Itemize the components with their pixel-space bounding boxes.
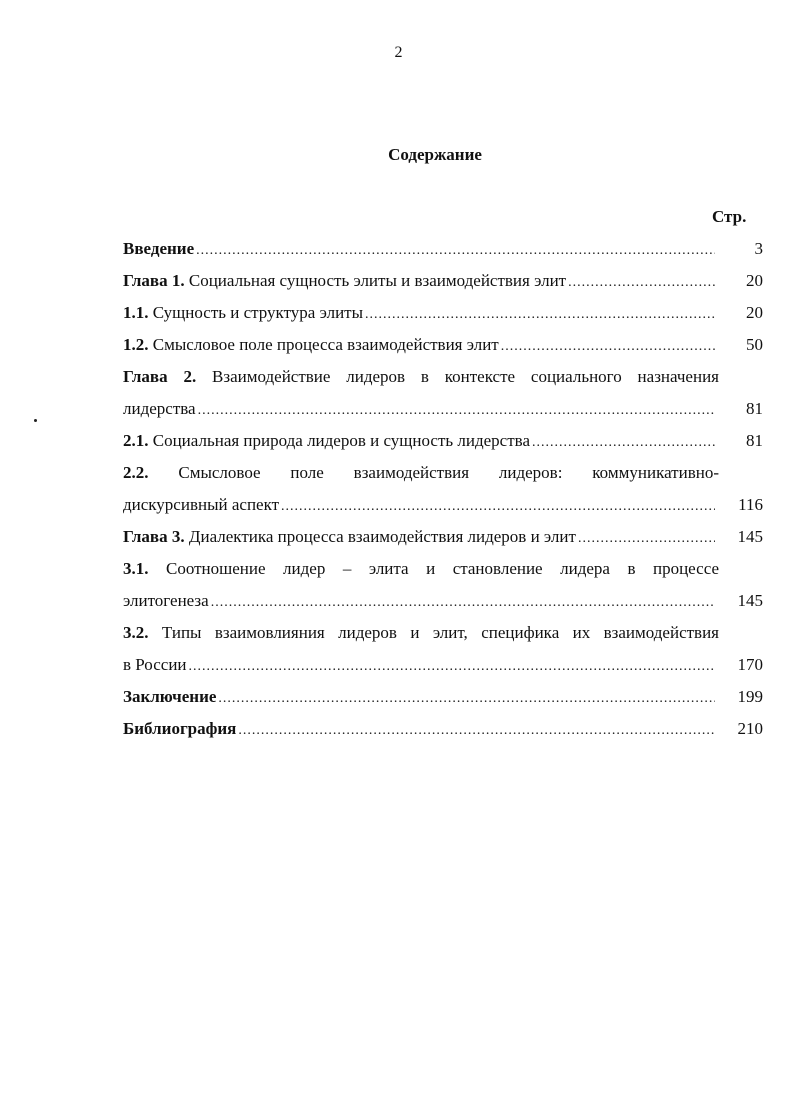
- dot-leader: [238, 715, 715, 747]
- toc-entry-title-continued: лидерства: [123, 399, 196, 418]
- dot-leader: [365, 299, 715, 331]
- page-number: 2: [394, 44, 403, 61]
- toc-entry-label: 1.1.: [123, 303, 149, 322]
- toc-entry-title-continued: в России: [123, 655, 187, 674]
- toc-entry-page: 145: [737, 527, 763, 546]
- dot-leader: [532, 427, 715, 459]
- toc-entry-label: Глава 1.: [123, 271, 185, 290]
- scan-speck: [34, 419, 37, 422]
- toc-entry-title-continued: дискурсивный аспект: [123, 495, 280, 514]
- toc-entry-title: Социальная сущность элиты и взаимодействия элит: [184, 271, 567, 290]
- toc-entry-page: 81: [746, 399, 763, 418]
- dot-leader: [211, 587, 715, 619]
- toc-entry-bibliography: [123, 713, 763, 745]
- toc-entry-page: 210: [737, 719, 763, 738]
- dot-leader: [189, 651, 715, 683]
- toc-entry-page: 199: [737, 687, 763, 706]
- dot-leader: [281, 491, 715, 523]
- toc-entry-title: Диалектика процесса взаимодействия лидеров и элит: [184, 527, 576, 546]
- toc-entry-label: Глава 3.: [123, 527, 185, 546]
- toc-entry-chapter-2: [123, 361, 763, 425]
- toc-entry-chapter-1: [123, 265, 763, 297]
- toc-entry-conclusion: [123, 681, 763, 713]
- dot-leader: [198, 395, 715, 427]
- toc-entry-title-continued: элитогенеза: [123, 591, 209, 610]
- toc-entry-label: Библиография: [123, 719, 237, 738]
- page-title: Содержание: [388, 145, 482, 164]
- toc-entry-title: Соотношение лидер – элита и становление лидера в процессе: [148, 559, 719, 578]
- toc-entry-page: 20: [746, 303, 763, 322]
- toc-entry-label: 3.2.: [123, 623, 149, 642]
- toc-entry-title: Сущность и структура элиты: [148, 303, 364, 322]
- toc-entry-title: Смысловое поле процесса взаимодействия элит: [148, 335, 499, 354]
- toc-entry-title: Взаимодействие лидеров в контексте социального назначения: [196, 367, 719, 386]
- toc-entry-label: 2.1.: [123, 431, 149, 450]
- toc-entry-page: 20: [746, 271, 763, 290]
- toc-entry-title: Социальная природа лидеров и сущность лидерства: [148, 431, 530, 450]
- toc-entry-section-1-2: [123, 329, 763, 361]
- toc-entry-page: 3: [754, 239, 763, 258]
- toc-entry-page: 50: [746, 335, 763, 354]
- toc-entry-section-2-1: [123, 425, 763, 457]
- table-of-contents: [123, 233, 763, 745]
- dot-leader: [568, 267, 715, 299]
- toc-entry-title: Смысловое поле взаимодействия лидеров: коммуникативно-: [148, 463, 719, 482]
- dot-leader: [578, 523, 715, 555]
- toc-entry-section-1-1: [123, 297, 763, 329]
- toc-entry-label: 3.1.: [123, 559, 149, 578]
- toc-entry-section-2-2: [123, 457, 763, 521]
- toc-entry-page: 145: [737, 591, 763, 610]
- dot-leader: [501, 331, 715, 363]
- toc-entry-label: Введение: [123, 239, 195, 258]
- toc-entry-label: 2.2.: [123, 463, 149, 482]
- toc-entry-label: Глава 2.: [123, 367, 197, 386]
- toc-entry-label: 1.2.: [123, 335, 149, 354]
- dot-leader: [196, 235, 715, 267]
- toc-entry-section-3-1: [123, 553, 763, 617]
- toc-entry-page: 81: [746, 431, 763, 450]
- dot-leader: [218, 683, 715, 715]
- toc-entry-page: 170: [737, 655, 763, 674]
- toc-entry-introduction: [123, 233, 763, 265]
- toc-entry-chapter-3: [123, 521, 763, 553]
- toc-entry-section-3-2: [123, 617, 763, 681]
- toc-entry-title: Типы взаимовлияния лидеров и элит, специфика их взаимодействия: [148, 623, 719, 642]
- toc-entry-page: 116: [738, 495, 763, 514]
- toc-entry-label: Заключение: [123, 687, 217, 706]
- pages-column-header: Стр.: [712, 207, 747, 226]
